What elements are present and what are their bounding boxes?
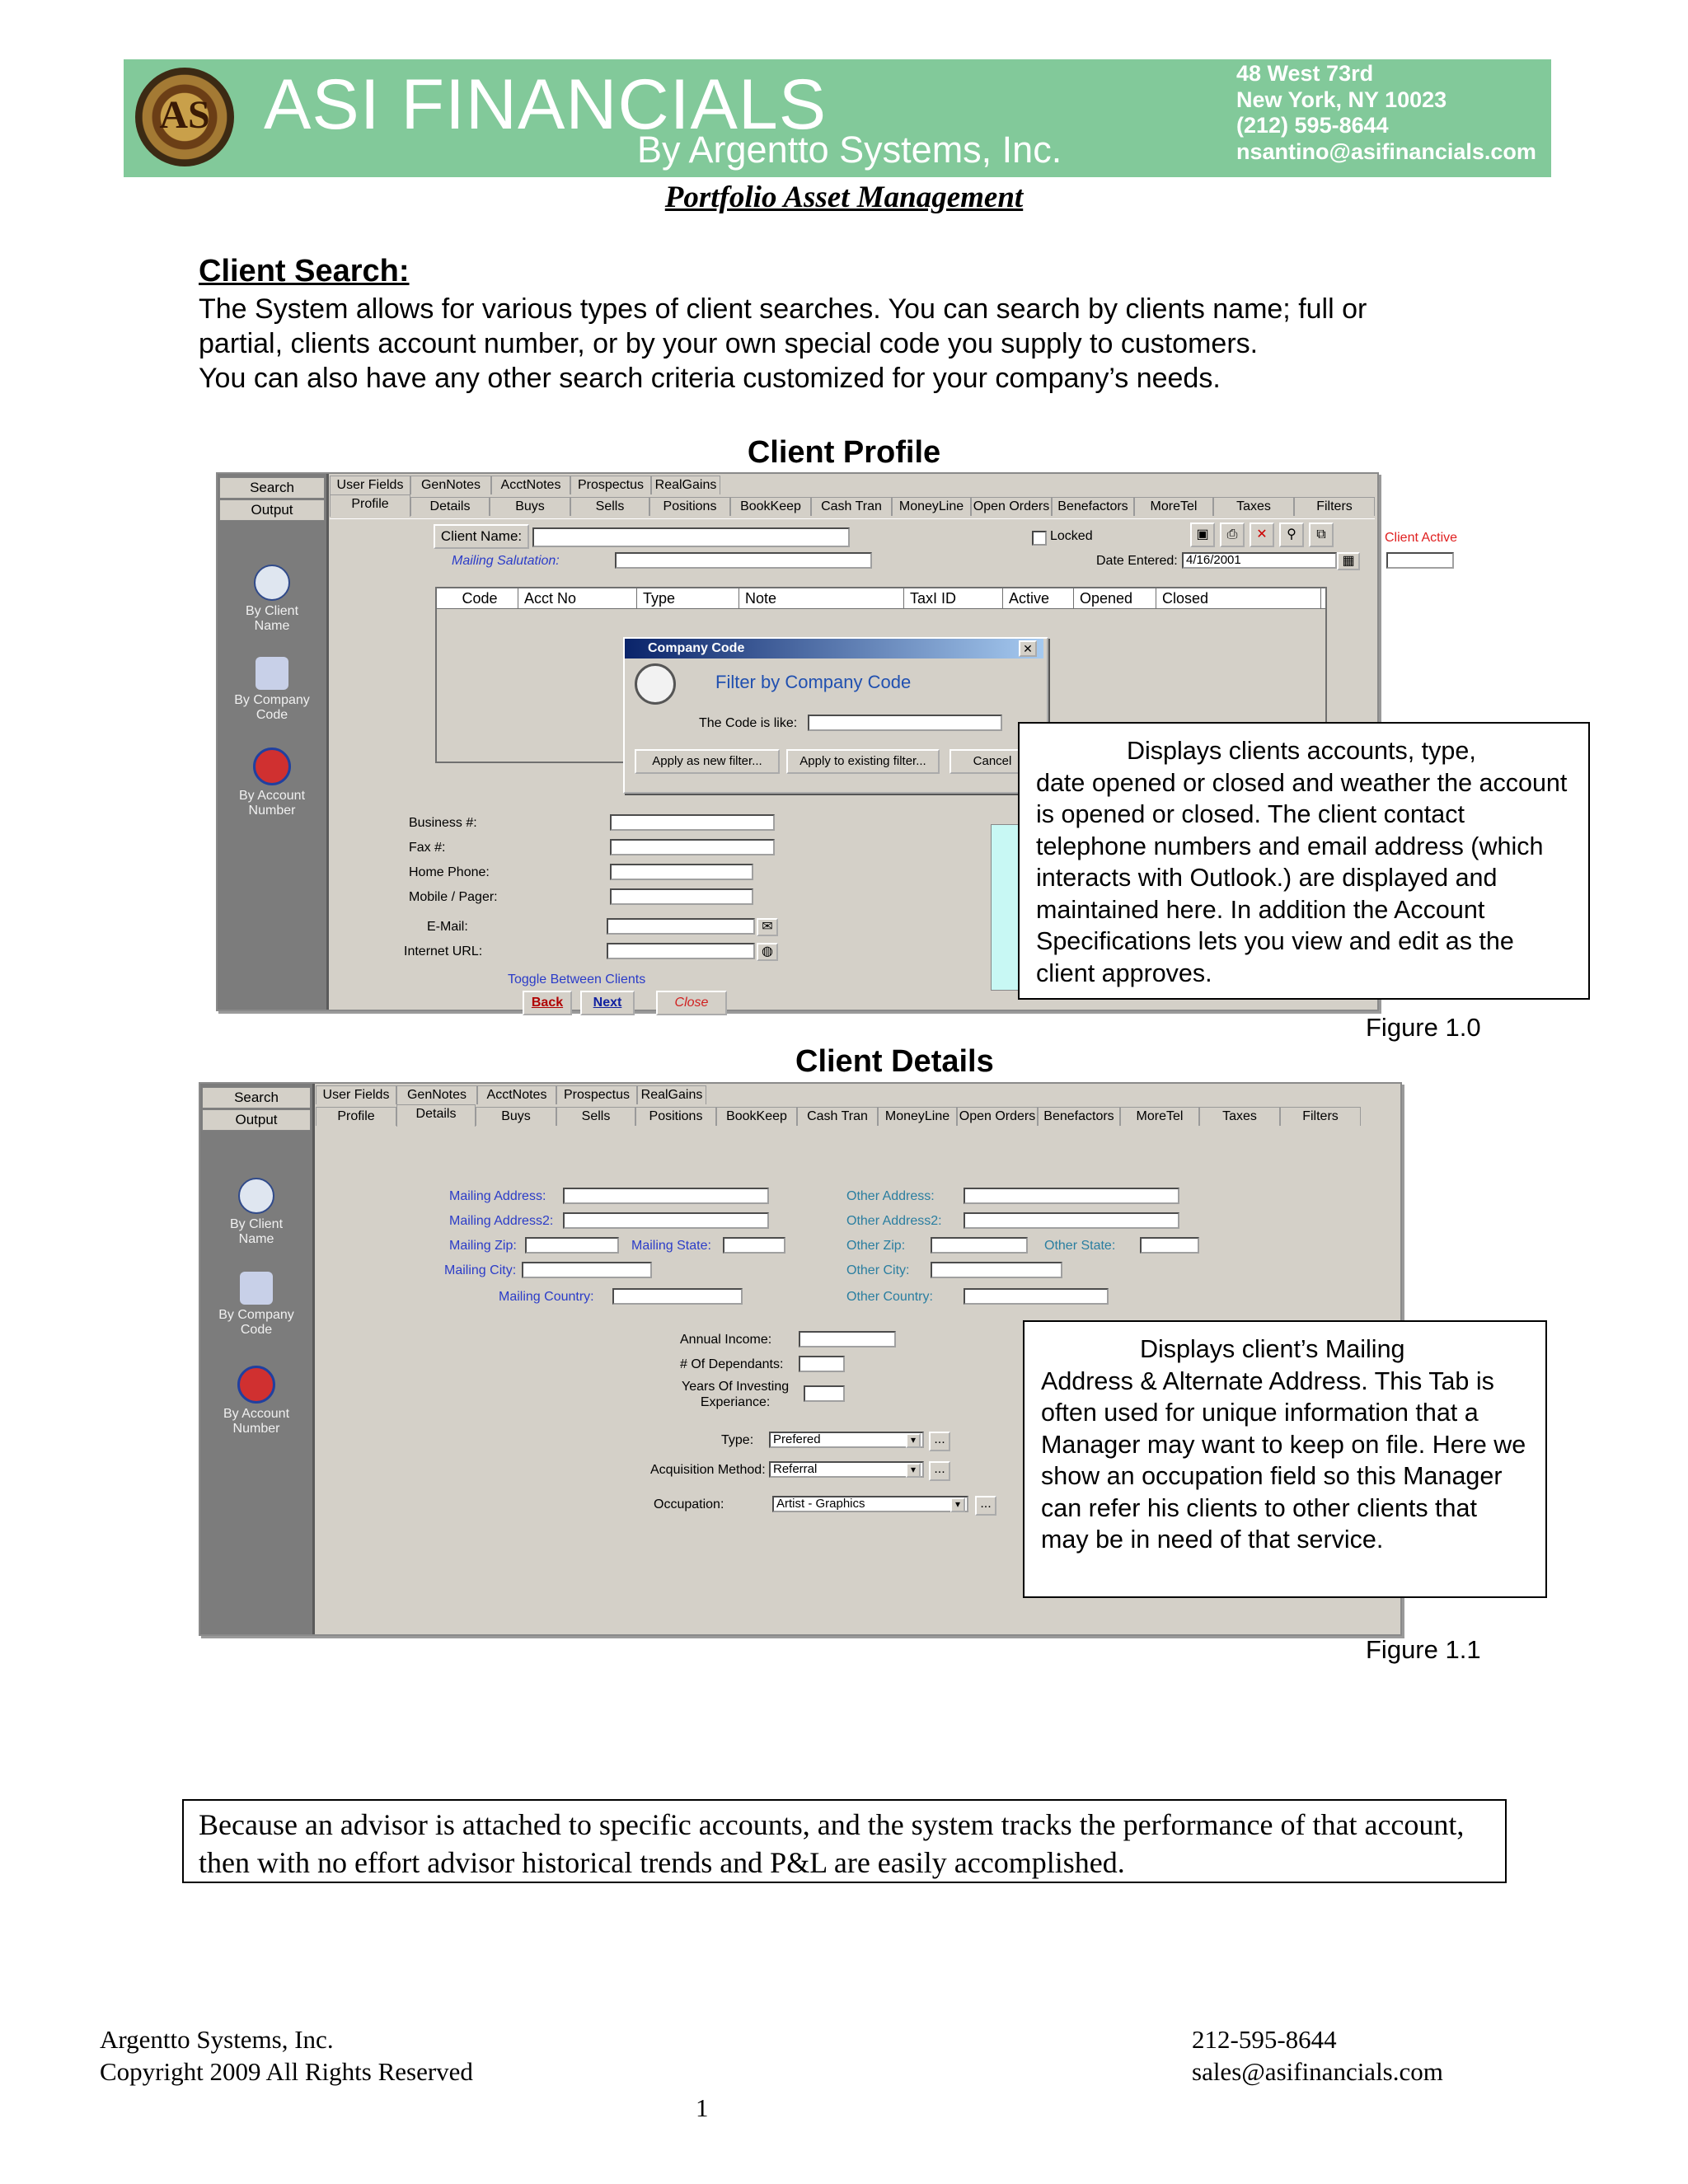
other-city-input[interactable]: [931, 1262, 1062, 1278]
footer-company: Argentto Systems, Inc.: [100, 2025, 334, 2054]
magnifier-icon: [254, 565, 290, 601]
grid-header-taxi-id[interactable]: TaxI ID: [905, 588, 1003, 608]
by-client-name-item-2[interactable]: By Client Name: [207, 1148, 306, 1262]
advisor-note-box: Because an advisor is attached to specific accounts, and the system tracks the performance of that account, then with no effort advisor historical trends and P&L are easily accomplished.: [182, 1799, 1507, 1883]
tab2-cash-tran[interactable]: Cash Tran: [797, 1107, 878, 1126]
mailing-zip-input[interactable]: [525, 1237, 619, 1254]
tab-sells[interactable]: Sells: [570, 497, 649, 516]
search-sidebar-2: [200, 1084, 315, 1634]
tab2-open-orders[interactable]: Open Orders: [957, 1107, 1038, 1126]
web-globe-icon[interactable]: ◍: [757, 943, 778, 961]
tab2-bookkeep[interactable]: BookKeep: [716, 1107, 797, 1126]
figure-1-0-label: Figure 1.0: [1366, 1013, 1481, 1042]
email-send-icon[interactable]: ✉: [757, 918, 778, 936]
type-dropdown-icon[interactable]: ▾: [906, 1433, 921, 1448]
client-search-heading: Client Search:: [199, 254, 410, 288]
back-button[interactable]: Back: [523, 991, 572, 1015]
mailing-address2-label: Mailing Address2:: [449, 1214, 554, 1228]
acquisition-dropdown-icon[interactable]: ▾: [906, 1463, 921, 1478]
tab2-positions[interactable]: Positions: [635, 1107, 716, 1126]
tab2-benefactors[interactable]: Benefactors: [1038, 1107, 1120, 1126]
grid-header-closed[interactable]: Closed: [1157, 588, 1321, 608]
grid-header-opened[interactable]: Opened: [1075, 588, 1156, 608]
client-name-input[interactable]: [532, 527, 850, 547]
tab-open-orders[interactable]: Open Orders: [971, 497, 1052, 516]
tab-acctnotes[interactable]: AcctNotes: [491, 476, 570, 494]
computer-icon: [256, 657, 288, 690]
other-country-label: Other Country:: [846, 1290, 933, 1304]
tab-moretel[interactable]: MoreTel: [1134, 497, 1213, 516]
footer-copyright: Copyright 2009 All Rights Reserved: [100, 2057, 473, 2086]
tab-bookkeep[interactable]: BookKeep: [730, 497, 811, 516]
globe-icon: [253, 748, 291, 785]
dialog-close-icon[interactable]: ✕: [1019, 640, 1037, 657]
occupation-label: Occupation:: [654, 1497, 724, 1511]
tab-user-fields[interactable]: User Fields: [330, 476, 410, 494]
mailing-country-input[interactable]: [612, 1288, 743, 1305]
banner-contact: [1236, 61, 1536, 165]
footer-right: [1192, 2023, 1443, 2088]
tab-details[interactable]: Details: [410, 497, 490, 516]
globe-icon-2: [237, 1366, 275, 1404]
page-subtitle: Portfolio Asset Management: [664, 180, 1024, 214]
by-company-code-item-2[interactable]: By Company Code: [207, 1242, 306, 1352]
footer-email: sales@asifinancials.com: [1192, 2057, 1443, 2086]
mailing-address2-input[interactable]: [563, 1212, 769, 1229]
mailing-state-label: Mailing State:: [631, 1239, 711, 1253]
client-details-callout-first: Displays client’s Mailing: [1140, 1335, 1405, 1363]
output-button-2[interactable]: Output: [202, 1109, 311, 1131]
fax-label: Fax #:: [409, 841, 446, 855]
grid-header-code[interactable]: Code: [437, 588, 518, 608]
by-company-code-item[interactable]: By Company Code: [223, 627, 321, 738]
occupation-ellipsis-button[interactable]: ...: [975, 1496, 996, 1516]
code-like-input[interactable]: [808, 715, 1002, 731]
client-profile-callout-rest: date opened or closed and weather the account is opened or closed. The client contact telephone numbers and email address (which interacts with Outlook.) are displayed and maintained here. In addition the Account Specifications lets you view and edit as the client approves.: [1036, 768, 1568, 987]
type-label: Type:: [721, 1433, 754, 1447]
other-zip-input[interactable]: [931, 1237, 1028, 1254]
tab-benefactors[interactable]: Benefactors: [1052, 497, 1134, 516]
apply-new-filter-button[interactable]: Apply as new filter...: [635, 749, 780, 774]
tab2-sells[interactable]: Sells: [556, 1107, 635, 1126]
other-address2-input[interactable]: [964, 1212, 1179, 1229]
mailing-address-label: Mailing Address:: [449, 1189, 546, 1203]
by-account-number-item[interactable]: By Account Number: [223, 718, 321, 833]
code-like-label: The Code is like:: [699, 716, 798, 730]
mailing-country-label: Mailing Country:: [499, 1290, 594, 1304]
mailing-city-input[interactable]: [522, 1262, 652, 1278]
fax-input[interactable]: [610, 839, 775, 855]
tab-moneyline[interactable]: MoneyLine: [892, 497, 971, 516]
tab2-prospectus[interactable]: Prospectus: [556, 1085, 637, 1104]
tab2-acctnotes[interactable]: AcctNotes: [477, 1085, 556, 1104]
tab-cash-tran[interactable]: Cash Tran: [811, 497, 892, 516]
banner-address-line1: 48 West 73rd: [1236, 61, 1374, 86]
filter-magnifier-icon: [635, 663, 676, 705]
new-record-icon[interactable]: ▣: [1190, 523, 1215, 547]
date-dropdown[interactable]: [1386, 552, 1454, 569]
locked-label: Locked: [1050, 529, 1093, 543]
client-profile-title: Client Profile: [747, 435, 941, 470]
other-country-input[interactable]: [964, 1288, 1109, 1305]
tab-realgains[interactable]: RealGains: [651, 476, 720, 494]
years-investing-input[interactable]: [804, 1385, 845, 1402]
dialog-titlebar: [625, 639, 1043, 658]
dialog-cancel-button[interactable]: Cancel: [950, 749, 1035, 774]
client-profile-callout: [1018, 722, 1590, 1000]
output-button[interactable]: Output: [219, 499, 325, 521]
mobile-pager-label: Mobile / Pager:: [409, 890, 498, 904]
client-active-status: Client Active: [1385, 531, 1458, 545]
mailing-state-input[interactable]: [723, 1237, 785, 1254]
client-profile-callout-first: Displays clients accounts, type,: [1127, 737, 1476, 765]
banner-phone: (212) 595-8644: [1236, 113, 1389, 138]
print-icon[interactable]: ⎙: [1220, 523, 1245, 547]
banner-email: nsantino@asifinancials.com: [1236, 138, 1536, 164]
grid-header-type[interactable]: Type: [638, 588, 739, 608]
toggle-between-clients-label: Toggle Between Clients: [508, 972, 646, 987]
mailing-city-label: Mailing City:: [444, 1263, 517, 1277]
business-phone-input[interactable]: [610, 814, 775, 831]
grid-header-note[interactable]: Note: [740, 588, 904, 608]
mailing-zip-label: Mailing Zip:: [449, 1239, 517, 1253]
tab-taxes[interactable]: Taxes: [1213, 497, 1294, 516]
date-entered-label: Date Entered:: [1096, 554, 1178, 568]
other-city-label: Other City:: [846, 1263, 910, 1277]
type-ellipsis-button[interactable]: ...: [929, 1432, 950, 1451]
by-client-name-item[interactable]: By Client Name: [223, 535, 321, 649]
computer-icon-2: [240, 1272, 273, 1305]
acquisition-ellipsis-button[interactable]: ...: [929, 1461, 950, 1481]
acquisition-method-select[interactable]: Referral: [769, 1461, 924, 1478]
dependants-label: # Of Dependants:: [680, 1357, 784, 1371]
mailing-address-input[interactable]: [563, 1188, 769, 1204]
client-details-callout: [1023, 1320, 1547, 1598]
close-button[interactable]: Close: [656, 991, 727, 1015]
company-code-dialog: [623, 637, 1048, 794]
banner-address-line2: New York, NY 10023: [1236, 87, 1447, 112]
business-phone-label: Business #:: [409, 816, 477, 830]
mailing-salutation-label: Mailing Salutation:: [452, 554, 560, 568]
other-state-input[interactable]: [1140, 1237, 1199, 1254]
grid-header-acct-no[interactable]: Acct No: [519, 588, 637, 608]
email-label: E-Mail:: [427, 920, 468, 934]
other-address2-label: Other Address2:: [846, 1214, 942, 1228]
occupation-dropdown-icon[interactable]: ▾: [950, 1497, 965, 1512]
page-number: 1: [696, 2093, 709, 2122]
dependants-input[interactable]: [799, 1356, 845, 1372]
tab-filters[interactable]: Filters: [1294, 497, 1375, 516]
other-address-input[interactable]: [964, 1188, 1179, 1204]
other-zip-label: Other Zip:: [846, 1239, 906, 1253]
tab2-gennotes[interactable]: GenNotes: [396, 1085, 477, 1104]
figure-1-1-label: Figure 1.1: [1366, 1635, 1481, 1664]
annual-income-label: Annual Income:: [680, 1333, 772, 1347]
internet-url-input[interactable]: [607, 943, 755, 959]
accounts-grid-header: [437, 588, 1325, 609]
acquisition-method-label: Acquisition Method:: [650, 1463, 766, 1477]
internet-url-label: Internet URL:: [404, 944, 483, 958]
home-phone-input[interactable]: [610, 864, 753, 880]
calendar-icon[interactable]: ▦: [1337, 552, 1360, 570]
date-entered-input[interactable]: 4/16/2001: [1182, 552, 1337, 569]
tab-positions[interactable]: Positions: [649, 497, 730, 516]
search-button[interactable]: Search: [219, 477, 325, 499]
annual-income-input[interactable]: [799, 1331, 896, 1347]
tab2-buys[interactable]: Buys: [476, 1107, 556, 1126]
other-state-label: Other State:: [1044, 1239, 1116, 1253]
other-address-label: Other Address:: [846, 1189, 935, 1203]
footer-left: [100, 2023, 473, 2088]
client-name-label: Client Name:: [434, 524, 529, 549]
magnifier-icon-2: [238, 1178, 274, 1214]
tab2-details[interactable]: Details: [396, 1104, 476, 1127]
locked-checkbox[interactable]: [1032, 531, 1047, 546]
dialog-heading: Filter by Company Code: [715, 672, 912, 692]
tab2-profile[interactable]: Profile: [316, 1107, 396, 1126]
search-sidebar: [218, 474, 329, 1010]
find-icon[interactable]: ⚲: [1279, 523, 1304, 547]
footer-phone: 212-595-8644: [1192, 2025, 1337, 2054]
delete-icon[interactable]: ✕: [1250, 523, 1274, 547]
apply-existing-filter-button[interactable]: Apply to existing filter...: [786, 749, 940, 774]
tab-gennotes[interactable]: GenNotes: [410, 476, 491, 494]
mailing-salutation-input[interactable]: [615, 552, 872, 569]
tab2-moneyline[interactable]: MoneyLine: [878, 1107, 957, 1126]
client-details-title: Client Details: [795, 1044, 994, 1079]
header-banner: [124, 59, 1551, 177]
client-search-body: The System allows for various types of client searches. You can search by clients name; full or partial, clients account number, or by your own special code you supply to customers. You can also have any other search criteria customized for your company’s needs.: [199, 293, 1367, 394]
tab2-user-fields[interactable]: User Fields: [316, 1085, 396, 1104]
tab2-taxes[interactable]: Taxes: [1199, 1107, 1280, 1126]
tab2-filters[interactable]: Filters: [1280, 1107, 1361, 1126]
tab-prospectus[interactable]: Prospectus: [570, 476, 651, 494]
grid-header-active[interactable]: Active: [1004, 588, 1074, 608]
email-input[interactable]: [607, 918, 755, 935]
brand-byline: By Argentto Systems, Inc.: [637, 129, 1062, 171]
search-button-2[interactable]: Search: [202, 1087, 311, 1108]
dialog-title: Company Code: [648, 641, 745, 655]
tab-profile[interactable]: Profile: [330, 494, 410, 517]
tab-buys[interactable]: Buys: [490, 497, 570, 516]
by-account-number-item-2[interactable]: By Account Number: [207, 1336, 306, 1451]
home-phone-label: Home Phone:: [409, 865, 490, 879]
mobile-pager-input[interactable]: [610, 888, 753, 905]
asi-logo: AS: [135, 68, 234, 166]
client-details-callout-rest: Address & Alternate Address. This Tab is often used for unique information that a Manager may want to keep on file. Here we show an occupation field so this Manager can refer his clients to other clients that may be in need of that service.: [1041, 1366, 1526, 1554]
tab2-moretel[interactable]: MoreTel: [1120, 1107, 1199, 1126]
years-investing-label: Years Of Investing Experiance:: [682, 1380, 790, 1409]
type-select[interactable]: Prefered: [769, 1432, 924, 1448]
copy-icon[interactable]: ⧉: [1309, 523, 1334, 547]
brand-name: ASI FINANCIALS: [264, 65, 828, 144]
next-button[interactable]: Next: [580, 991, 635, 1015]
occupation-select[interactable]: Artist - Graphics: [772, 1496, 968, 1512]
tab2-realgains[interactable]: RealGains: [637, 1085, 706, 1104]
